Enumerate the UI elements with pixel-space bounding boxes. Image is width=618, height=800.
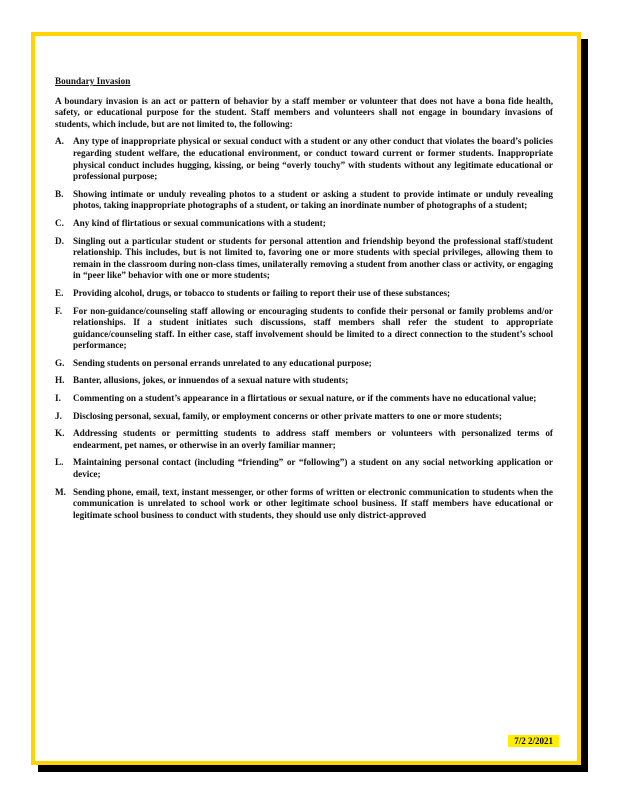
list-item (55, 236, 553, 282)
item-text: Any type of inappropriate physical or sexual conduct with a student or any other conduct that violates the board’s policies regarding student welfare, the educational environment, or conduct toward current or former students. Inappropriate physical conduct includes hugging, kissing, or being “overly touchy” with students without any legitimate educational or professional purpose; (73, 136, 553, 182)
item-list (55, 136, 553, 521)
item-letter: F. (55, 305, 63, 316)
date-label: 7/2 2/2021 (508, 735, 559, 747)
item-text: Disclosing personal, sexual, family, or employment concerns or other private matters to one or more students; (73, 410, 502, 421)
list-item (55, 393, 553, 405)
intro-paragraph: A boundary invasion is an act or pattern of behavior by a staff member or volunteer that does not have a bona fide health, safety, or educational purpose for the student. Staff members and volunteers shall not engage in boundary invasions of students, which include, but are not limited to, the following: (55, 95, 553, 129)
item-text: Any kind of flirtatious or sexual communications with a student; (73, 217, 326, 228)
item-text: Singling out a particular student or students for personal attention and friendship beyond the professional staff/student relationship. This includes, but is not limited to, favoring one or more students with special privileges, allowing them to remain in the classroom during non-class times, unilaterally removing a student from another class or activity, or engaging in “peer like” behavior with one or more students; (73, 235, 553, 281)
item-letter: E. (55, 287, 64, 298)
list-item (55, 358, 553, 370)
list-item (55, 136, 553, 182)
item-text: Addressing students or permitting students to address staff members or volunteers with personalized terms of endearment, pet names, or otherwise in an overly familiar manner; (73, 428, 553, 450)
list-item (55, 218, 553, 230)
item-text: Providing alcohol, drugs, or tobacco to students or failing to report their use of these substances; (73, 287, 451, 298)
document-body (55, 76, 553, 527)
list-item (55, 306, 553, 352)
list-item (55, 288, 553, 300)
document-title: Boundary Invasion (55, 76, 131, 86)
item-text: Showing intimate or unduly revealing photos to a student or asking a student to provide intimate or unduly revealing photos, taking inappropriate photographs of a student, or taking an inordinate number of photographs of a student; (73, 188, 553, 211)
document-page (31, 32, 581, 765)
item-letter: H. (55, 375, 65, 386)
item-letter: C. (55, 217, 64, 228)
item-text: For non-guidance/counseling staff allowing or encouraging students to confide their personal or family problems and/or relationships. If a student initiates such discussions, staff members shall refer the student to appropriate guidance/counseling staff. In either case, staff involvement should be limited to a direct connection to the student’s school performance; (73, 305, 553, 351)
item-letter: B. (55, 188, 64, 199)
item-letter: L. (55, 457, 64, 468)
item-letter: I. (55, 393, 61, 404)
item-text: Sending students on personal errands unrelated to any educational purpose; (73, 357, 372, 368)
item-letter: A. (55, 136, 64, 147)
item-text: Sending phone, email, text, instant messenger, or other forms of written or electronic communication to students when the communication is unrelated to school work or other legitimate school business. If staff members have educational or legitimate school business to conduct with students, they should use only district-approved (73, 486, 553, 520)
item-letter: D. (55, 235, 64, 246)
item-letter: G. (55, 357, 65, 368)
list-item (55, 375, 553, 387)
item-letter: K. (55, 428, 65, 439)
item-text: Commenting on a student’s appearance in a flirtatious or sexual nature, or if the comments have no educational value; (73, 393, 537, 404)
list-item (55, 487, 553, 522)
item-text: Maintaining personal contact (including “friending” or “following”) a student on any social networking application or device; (73, 457, 553, 480)
item-letter: M. (55, 486, 66, 497)
list-item (55, 457, 553, 480)
list-item (55, 189, 553, 212)
list-item (55, 428, 553, 451)
item-letter: J. (55, 410, 62, 421)
item-text: Banter, allusions, jokes, or innuendos of a sexual nature with students; (73, 375, 349, 386)
list-item (55, 411, 553, 423)
